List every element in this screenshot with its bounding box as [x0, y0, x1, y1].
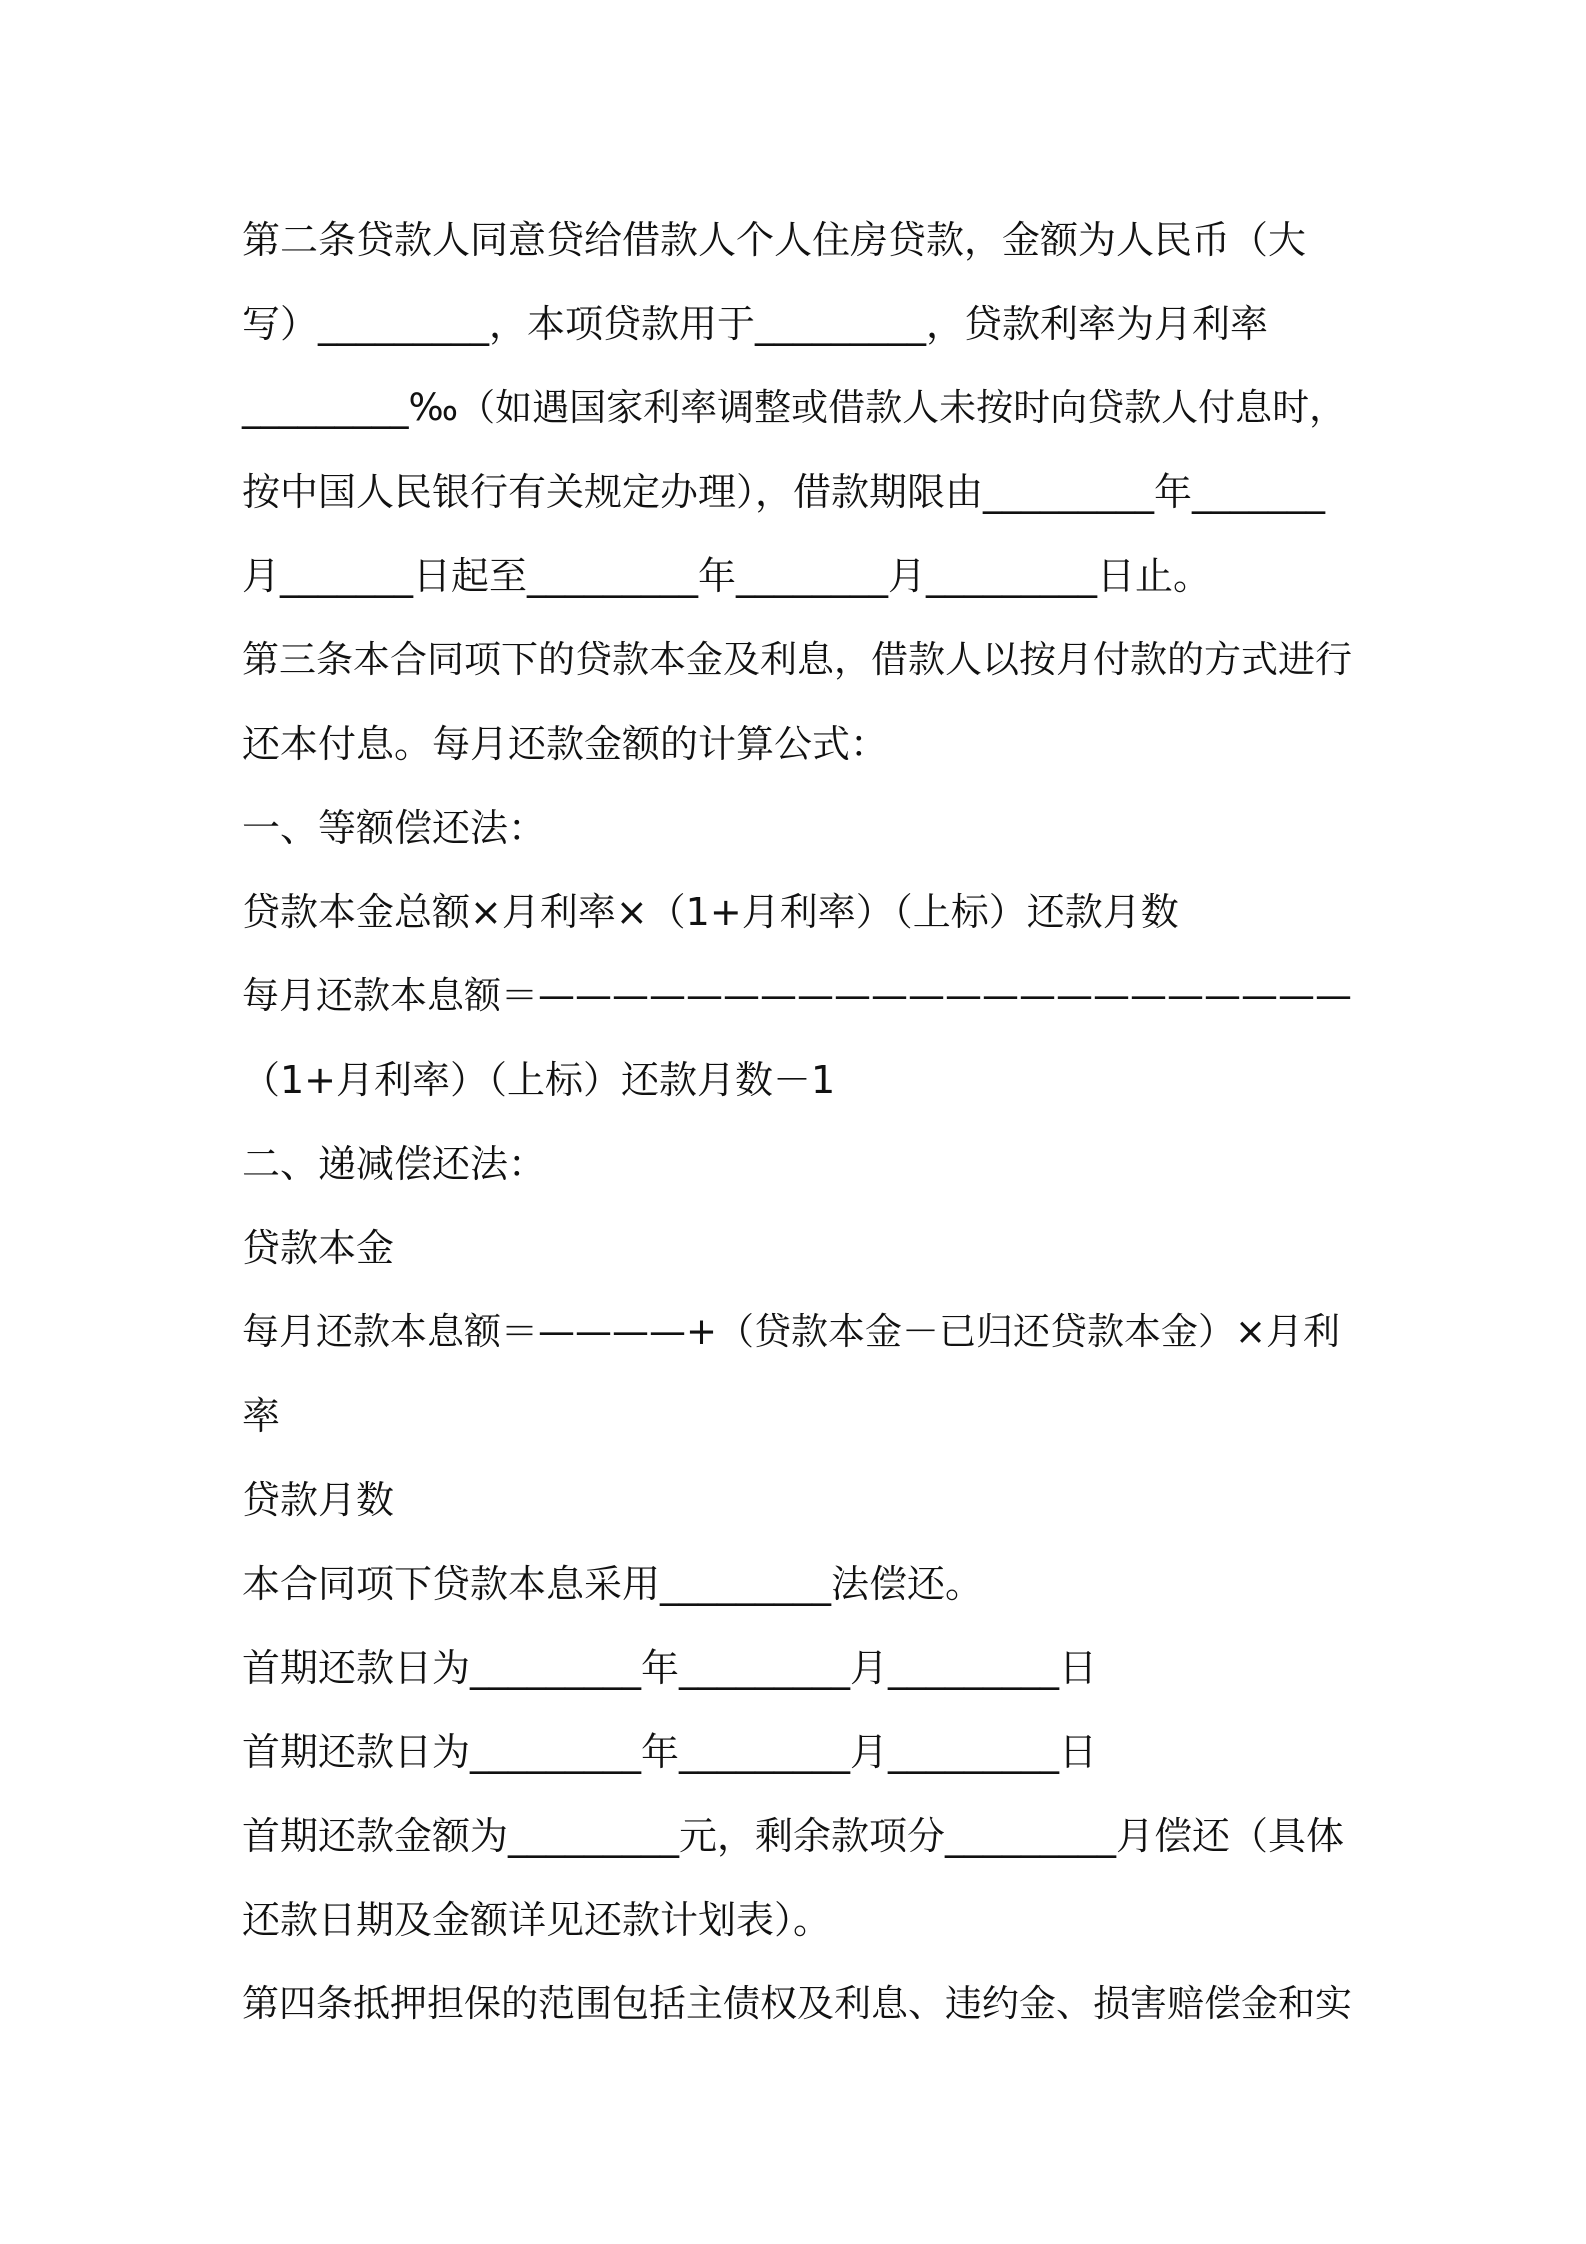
line-17: 本合同项下贷款本息采用_________法偿还。	[242, 1562, 984, 1606]
line-10: 每月还款本息额＝——————————————————————	[242, 974, 1352, 1017]
line-7: 还本付息。每月还款金额的计算公式：	[242, 722, 889, 766]
line-16: 贷款月数	[242, 1478, 395, 1522]
line-6: 第三条本合同项下的贷款本金及利息，借款人以按月付款的方式进行	[242, 638, 1352, 681]
line-9: 贷款本金总额×月利率×（1+月利率）（上标）还款月数	[242, 890, 1179, 934]
document-body	[242, 198, 1352, 2046]
line-12: 二、递减偿还法：	[242, 1142, 547, 1186]
line-1: 第二条贷款人同意贷给借款人个人住房贷款，金额为人民币（大	[242, 218, 1307, 262]
line-21: 还款日期及金额详见还款计划表）。	[242, 1898, 832, 1942]
line-14: 每月还款本息额＝————+（贷款本金－已归还贷款本金）×月利	[242, 1310, 1341, 1353]
line-11: （1+月利率）（上标）还款月数－1	[242, 1058, 836, 1102]
line-4: 按中国人民银行有关规定办理），借款期限由_________年_______	[242, 470, 1326, 514]
line-8: 一、等额偿还法：	[242, 806, 547, 850]
line-22: 第四条抵押担保的范围包括主债权及利息、违约金、损害赔偿金和实	[242, 1982, 1352, 2025]
line-20: 首期还款金额为_________元，剩余款项分_________月偿还（具体	[242, 1814, 1345, 1858]
line-19: 首期还款日为_________年_________月_________日	[242, 1730, 1098, 1774]
line-5: 月_______日起至_________年________月_________日止。	[242, 554, 1212, 598]
line-13: 贷款本金	[242, 1226, 395, 1270]
line-15: 率	[242, 1394, 281, 1438]
line-3: _________‰（如遇国家利率调整或借款人未按时向贷款人付息时，	[242, 386, 1347, 429]
line-18: 首期还款日为_________年_________月_________日	[242, 1646, 1098, 1690]
line-2: 写）_________，本项贷款用于_________，贷款利率为月利率	[242, 302, 1269, 346]
